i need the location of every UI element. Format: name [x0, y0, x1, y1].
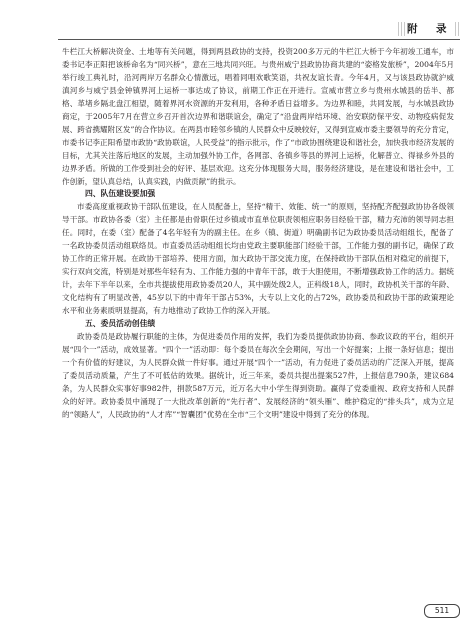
paragraph-member-activities: 政协委员是政协履行职能的主体，为促进委员作用的发挥，我们为委员提供政协协商、参政议政的平台，组织开展“四个一”活动，成效显著。“四个一”活动即：每个委员在每次全会期间，写出一个好提案；上报一条好信息；提出一个有价值的好建议，为人民群众做一件好事。通过开展“四个一”活动，有力促进了委员活动的广泛深入开展，提高了委员活动质量，产生了不可低估的效果。据统计，近三年来，委员共提出提案527件，上报信息790条，建议684条，为人民群众实事好事982件，捐款587万元，近万名大中小学生得到资助。赢得了党委重视、政府支持和人民群众的好评。政协委员中涌现了一大批改革创新的“先行者”、发展经济的“领头雁”、维护稳定的“排头兵”，成为立足的“领路人”，人民政协的“人才库”“智囊团”优势在全市“三个文明”建设中得到了充分的体现。 [62, 331, 454, 419]
section-heading-4: 四、队伍建设要加强 [85, 189, 156, 199]
paragraph-team-building: 市委高度重视政协干部队伍建设，在人员配备上，坚持“精干、效能、统一”的原则，坚持配齐配强政协协各级领导干部。市政协各委（室）主任都是由骨职任过乡镇或市直单位职责领相应职务目经验干部，精力充沛的领导同志担任。同时，在委（室）配备了4名年轻有为的副主任。在乡（镇、街道）明确副书记为政协委员活动组组长，配备了一名政协委员活动组联络员。市直委员活动组组长均由党政主要职能部门经验干部，工作能力强的副书记，确保了政协工作的正常开展。在政协干部培养、使用方面，加大政协干部交流力度，在保持政协干部队伍相对稳定的前提下，实行双向交流，特别是対那些年轻有为、工作能力强的中青年干部，敢于大胆使用，不断增强政协工作的活力。据统计，去年下半年以来，全市共提拔使用政协委员20人，其中副处级2人，正科级18人，同时，政协机关干部的年龄、文化结构有了明显改善，45岁以下的中青年干部占53%，大专以上文化的占72%，政协委员和政协干部的政策理论水平和业务素质明显提高，有力地推动了政协工作的深入开展。 [62, 202, 454, 316]
paragraph-continued: 牛栏江大桥解决资金、土地等有关问题，得到两县政协的支持，投资200多万元的牛栏江大桥于今年初竣工通车，市委书记李正阳把该桥命名为“同兴桥”，意在三地共同兴旺。与贵州威宁县政协协商共建的“姿格发旅桥”，2004年5月举行竣工典礼时，沿河两岸万名群众心情激远，唱着同唱欢歌笑语，共祝友谊长青。今年4月，又与该县政协就沪威滇河乡与威宁县金钟镇界河上运桥一事达成了协议，前期工作正在开进行。宣威市营立乡与贵州水城县的岳半、都格、革堵乡隔北盘江相望，随着界河水资源的开发利用，各种矛盾日益增多。为边界和睦，共同发展，与水城县政协商定，于2005年7月在营立乡召开首次边界和谐联谊会，确定了“沿盘两岸结环境、治安联防保平安、动物疫病促发展、跨省携耀附区发”的合作协议。在两县市睦邻乡镇的人民群众中反映较好，又得到宣威市委主要领导的充分肯定，市委书记李正阳希望市政协“政协联谊，人民受益”的指示批示，作了“市政协围绕建设和谐社会，加快我市经济发展的目标，尤其关注落后地区的发展，主动加强外协工作，各网部、各镇乡等县的界河上运桥，化解普立、得禄乡外县的边界矛盾。所做的工作受到社会的好评、基层欢迎。这充分体现服务大局，服务经济建设，是在建设和谐社会中，工作创新，望认真总结，认真实践，内做贡献”的批示。 [62, 47, 454, 186]
section-heading-5: 五、委员活动创佳绩 [85, 319, 156, 329]
page-number: 511 [424, 604, 460, 618]
body-text [62, 46, 454, 422]
header-divider [58, 39, 460, 40]
running-header-title: 附 录 [407, 23, 451, 35]
